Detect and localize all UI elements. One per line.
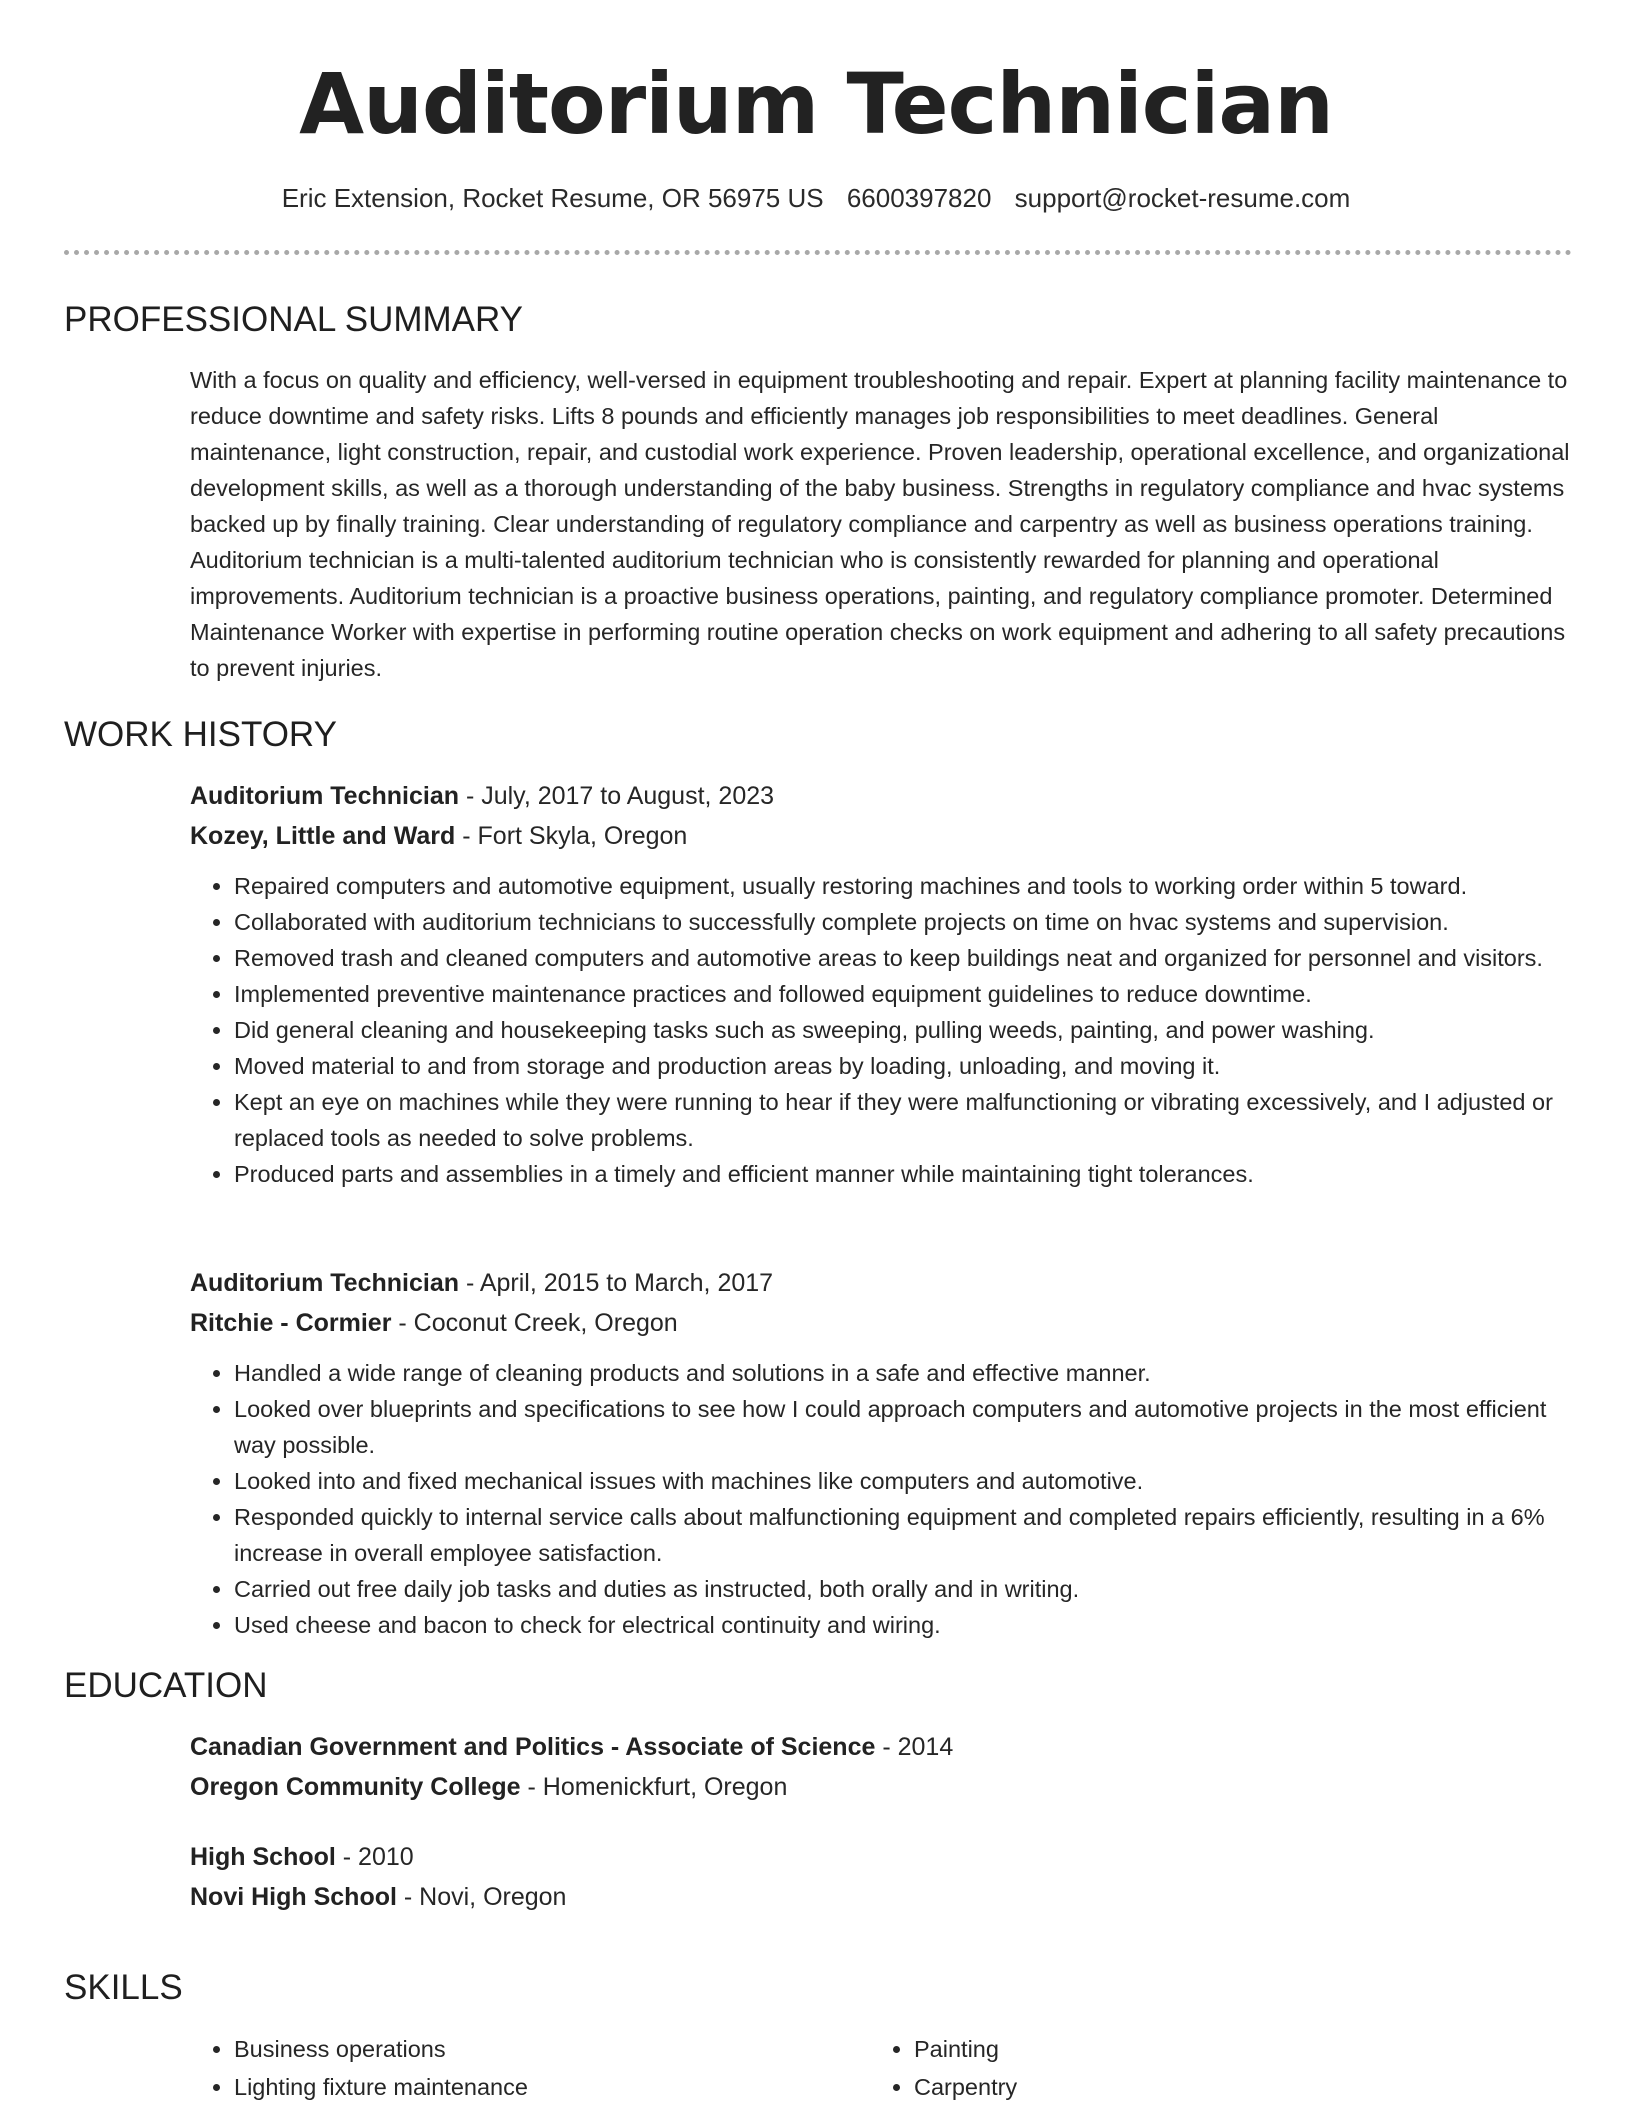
contact-email: support@rocket-resume.com: [1014, 183, 1351, 213]
summary-heading: PROFESSIONAL SUMMARY: [64, 300, 523, 339]
job-dates: - April, 2015 to March, 2017: [459, 1269, 774, 1297]
list-item: • Used cheese and bacon to check for electrical continuity and wiring.: [234, 1607, 1570, 1643]
job-company: Ritchie - Cormier: [190, 1309, 392, 1337]
education-degree: High School: [190, 1843, 336, 1871]
skills-column-right: [870, 2030, 1550, 2106]
education-school: Novi High School: [190, 1883, 397, 1911]
list-item: • Kept an eye on machines while they were running to hear if they were malfunctioning or vibrating excessively, and I adjusted or replaced tools as needed to solve problems.: [234, 1084, 1570, 1156]
job-role: Auditorium Technician: [190, 782, 459, 810]
education-heading: EDUCATION: [64, 1666, 268, 1705]
header-divider: [64, 250, 1572, 255]
list-item: • Removed trash and cleaned computers and automotive areas to keep buildings neat and organized for personnel and visitors.: [234, 940, 1570, 976]
list-item: • Handled a wide range of cleaning products and solutions in a safe and effective manner.: [234, 1355, 1570, 1391]
contact-line: [0, 180, 1632, 216]
education-year: - 2014: [875, 1733, 954, 1761]
list-item: • Implemented preventive maintenance practices and followed equipment guidelines to reduce downtime.: [234, 976, 1570, 1012]
contact-address: Eric Extension, Rocket Resume, OR 56975 US: [281, 183, 824, 213]
education-location: - Novi, Oregon: [396, 1883, 567, 1911]
job-company-line: [190, 1303, 1570, 1343]
job-entry: [190, 1263, 1570, 1643]
education-location: - Homenickfurt, Oregon: [520, 1773, 788, 1801]
list-item: • Did general cleaning and housekeeping tasks such as sweeping, pulling weeds, painting, and power washing.: [234, 1012, 1570, 1048]
candidate-name: Auditorium Technician: [299, 55, 1333, 153]
education-entry: [190, 1837, 1570, 1917]
job-bullets: [190, 868, 1570, 1192]
job-entry: [190, 776, 1570, 1192]
job-title-line: [190, 776, 1570, 816]
work-history-heading: WORK HISTORY: [64, 715, 337, 754]
job-bullets: [190, 1355, 1570, 1643]
education-school: Oregon Community College: [190, 1773, 521, 1801]
education-school-line: [190, 1877, 1570, 1917]
education-degree: Canadian Government and Politics - Associate of Science: [190, 1733, 876, 1761]
list-item: • Carpentry: [914, 2068, 1550, 2106]
list-item: • Produced parts and assemblies in a timely and efficient manner while maintaining tight tolerances.: [234, 1156, 1570, 1192]
job-dates: - July, 2017 to August, 2023: [459, 782, 775, 810]
education-year: - 2010: [335, 1843, 414, 1871]
education-school-line: [190, 1767, 1570, 1807]
skills-heading: SKILLS: [64, 1968, 183, 2007]
education-entry: [190, 1727, 1570, 1807]
list-item: • Business operations: [234, 2030, 870, 2068]
job-location: - Fort Skyla, Oregon: [455, 822, 688, 850]
list-item: • Repaired computers and automotive equipment, usually restoring machines and tools to working order within 5 toward.: [234, 868, 1570, 904]
job-location: - Coconut Creek, Oregon: [391, 1309, 678, 1337]
job-role: Auditorium Technician: [190, 1269, 459, 1297]
job-company: Kozey, Little and Ward: [190, 822, 456, 850]
job-company-line: [190, 816, 1570, 856]
skills-column-left: [190, 2030, 870, 2106]
skills-grid: [190, 2030, 1570, 2106]
list-item: • Responded quickly to internal service calls about malfunctioning equipment and completed repairs efficiently, resulting in a 6% increase in overall employee satisfaction.: [234, 1499, 1570, 1571]
list-item: • Lighting fixture maintenance: [234, 2068, 870, 2106]
list-item: • Looked over blueprints and specifications to see how I could approach computers and automotive projects in the most efficient way possible.: [234, 1391, 1570, 1463]
list-item: • Moved material to and from storage and production areas by loading, unloading, and moving it.: [234, 1048, 1570, 1084]
list-item: • Collaborated with auditorium technicians to successfully complete projects on time on hvac systems and supervision.: [234, 904, 1570, 940]
education-degree-line: [190, 1727, 1570, 1767]
summary-text: With a focus on quality and efficiency, well-versed in equipment troubleshooting and repair. Expert at planning facility maintenance to reduce downtime and safety risks. Lifts 8 pounds and efficiently manages job responsibilities to meet deadlines. General maintenance, light construction, repair, and custodial work experience. Proven leadership, operational excellence, and organizational development skills, as well as a thorough understanding of the baby business. Strengths in regulatory compliance and hvac systems backed up by finally training. Clear understanding of regulatory compliance and carpentry as well as business operations training. Auditorium technician is a multi-talented auditorium technician who is consistently rewarded for planning and operational improvements. Auditorium technician is a proactive business operations, painting, and regulatory compliance promoter. Determined Maintenance Worker with expertise in performing routine operation checks on work equipment and adhering to all safety precautions to prevent injuries.: [190, 367, 1570, 681]
summary-block: [190, 362, 1570, 686]
list-item: • Carried out free daily job tasks and duties as instructed, both orally and in writing.: [234, 1571, 1570, 1607]
list-item: • Looked into and fixed mechanical issues with machines like computers and automotive.: [234, 1463, 1570, 1499]
contact-phone: 6600397820: [846, 183, 992, 213]
list-item: • Painting: [914, 2030, 1550, 2068]
education-degree-line: [190, 1837, 1570, 1877]
job-title-line: [190, 1263, 1570, 1303]
